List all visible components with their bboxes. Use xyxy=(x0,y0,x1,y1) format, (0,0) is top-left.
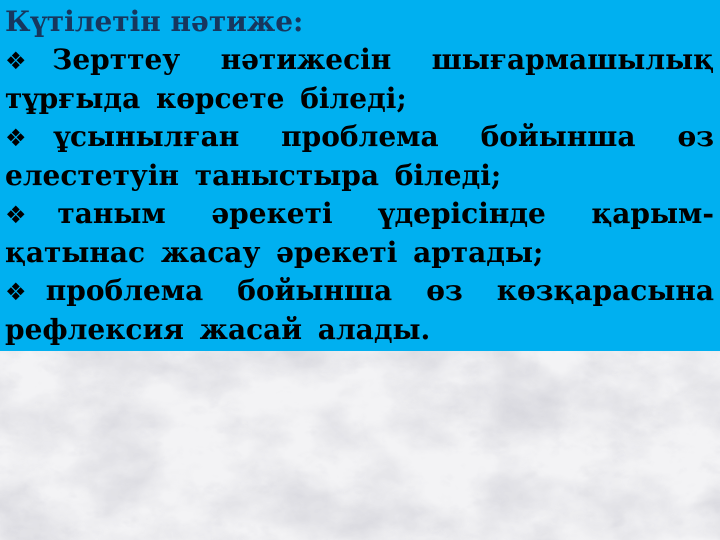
bullet-item xyxy=(5,272,714,349)
bullet-text: ұсынылған проблема бойынша өз елестетуін таныстыра біледі; xyxy=(5,120,715,192)
slide-title: Күтілетін нәтиже: xyxy=(5,5,304,38)
bullet-text: таным әрекеті үдерісінде қарым-қатынас жасау әрекеті артады; xyxy=(5,197,714,269)
bullet-text: проблема бойынша өз көзқарасына рефлексия жасай алады. xyxy=(5,274,714,346)
bullet-text: Зерттеу нәтижесін шығармашылық тұрғыда көрсете біледі; xyxy=(5,43,714,115)
diamond-bullet-icon: ❖ xyxy=(5,124,54,152)
diamond-bullet-icon: ❖ xyxy=(5,47,53,75)
diamond-bullet-icon: ❖ xyxy=(5,278,46,306)
bullet-item xyxy=(5,195,714,272)
bullet-item xyxy=(5,118,714,195)
diamond-bullet-icon: ❖ xyxy=(5,201,58,229)
bullet-item xyxy=(5,41,714,118)
